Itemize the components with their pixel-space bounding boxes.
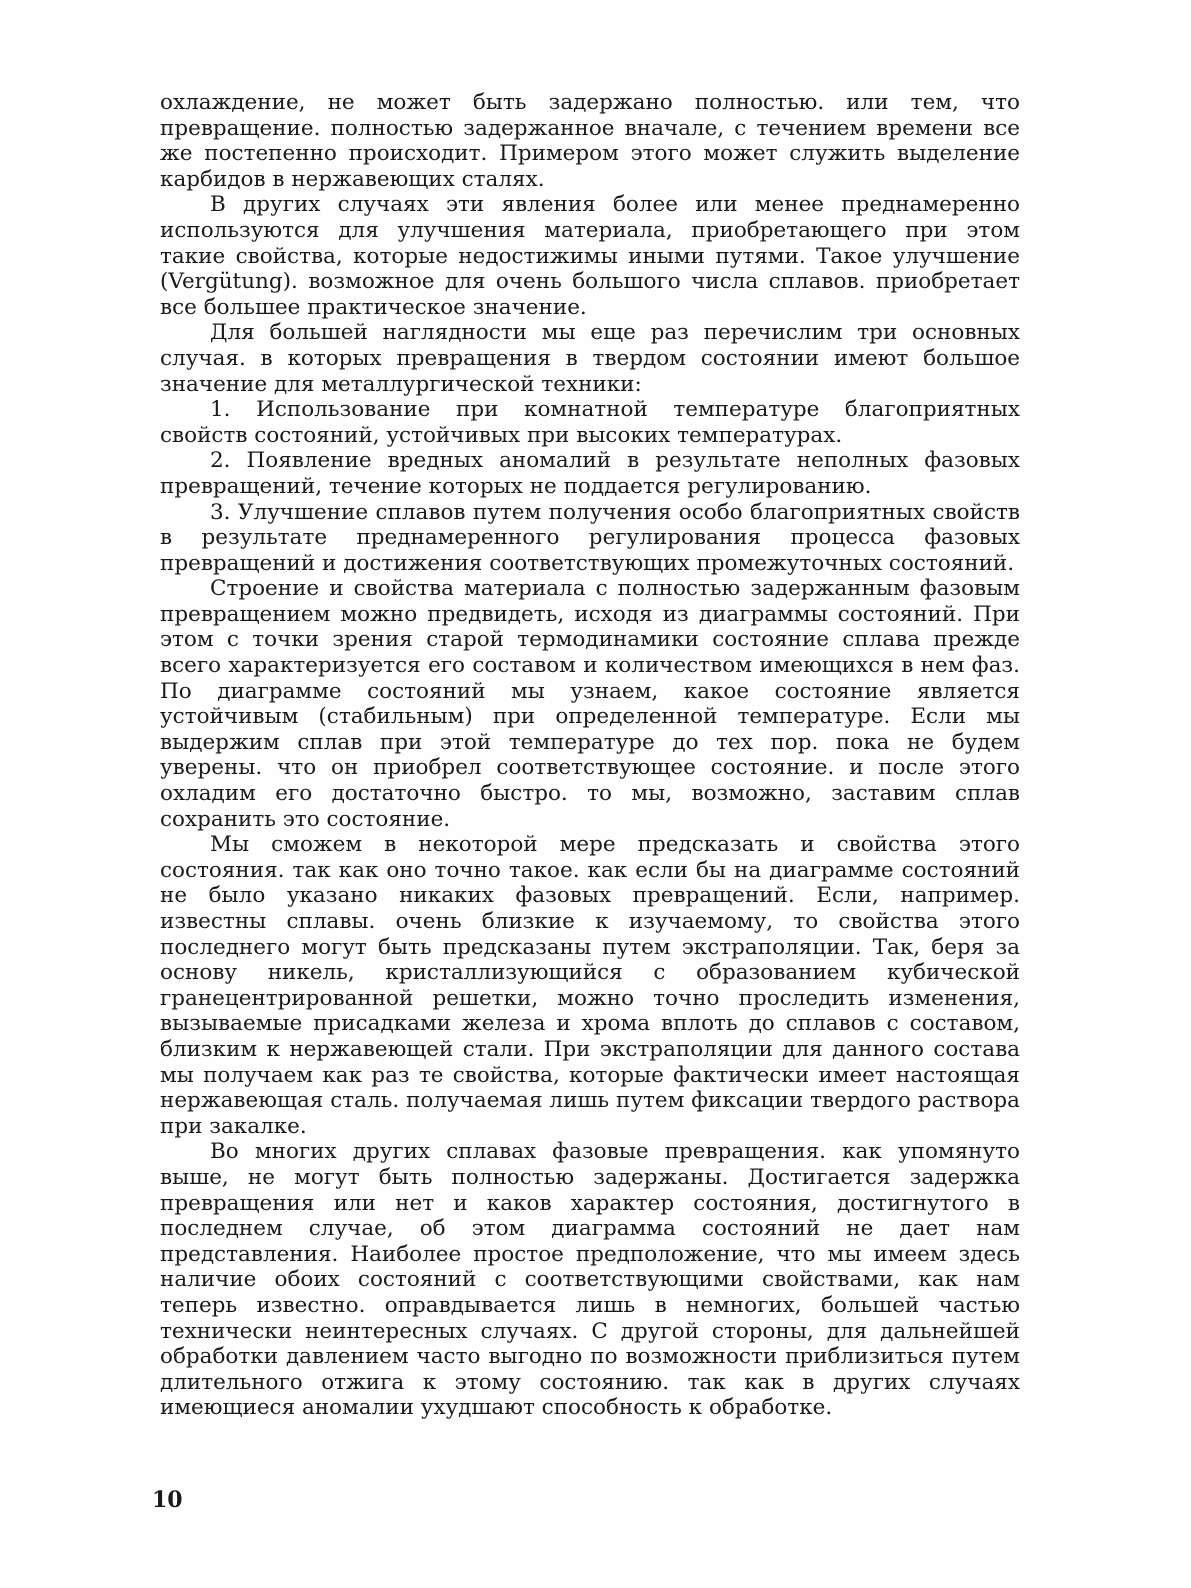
paragraph-4: Строение и свойства материала с полностью задержанным фазовым превращением можно предвидеть, исходя из диаграммы состояний. При этом с точки зрения старой термодинамики состояние сплава прежде всего характеризуется его составом и количеством имеющихся в нем фаз. По диаграмме состояний мы узнаем, какое состояние является устойчивым (стабильным) при определенной температуре. Если мы выдержим сплав при этой температуре до тех пор. пока не будем уверены. что он приобрел соответствующее состояние. и после этого охладим его достаточно быстро. то мы, возможно, заставим сплав сохранить это состояние. — [160, 576, 1020, 832]
paragraph-3: Для большей наглядности мы еще раз перечислим три основных случая. в которых превращения в твердом состоянии имеют большое значение для металлургической техники: — [160, 320, 1020, 397]
list-item-3: 3. Улучшение сплавов путем получения особо благоприятных свойств в результате преднамеренного регулирования процесса фазовых превращений и достижения соответствующих промежуточных состояний. — [160, 499, 1020, 576]
list-item-1: 1. Использование при комнатной температуре благоприятных свойств состояний, устойчивых при высоких температурах. — [160, 397, 1020, 448]
paragraph-5: Мы сможем в некоторой мере предсказать и свойства этого состояния. так как оно точно такое. как если бы на диаграмме состояний не было указано никаких фазовых превращений. Если, например. известны сплавы. очень близкие к изучаемому, то свойства этого последнего могут быть предсказаны путем экстраполяции. Так, беря за основу никель, кристаллизующийся с образованием кубической гранецентрированной решетки, можно точно проследить изменения, вызываемые присадками железа и хрома вплоть до сплавов с составом, близким к нержавеющей стали. При экстраполяции для данного состава мы получаем как раз те свойства, которые фактически имеет настоящая нержавеющая сталь. получаемая лишь путем фиксации твердого раствора при закалке. — [160, 832, 1020, 1139]
paragraph-1: охлаждение, не может быть задержано полностью. или тем, что превращение. полностью задержанное вначале, с течением времени все же постепенно происходит. Примером этого может служить выделение карбидов в нержавеющих сталях. — [160, 90, 1020, 192]
paragraph-6: Во многих других сплавах фазовые превращения. как упомянуто выше, не могут быть полностью задержаны. Достигается задержка превращения или нет и каков характер состояния, достигнутого в последнем случае, об этом диаграмма состояний не дает нам представления. Наиболее простое предположение, что мы имеем здесь наличие обоих состояний с соответствующими свойствами, как нам теперь известно. оправдывается лишь в немногих, большей частью технически неинтересных случаях. С другой стороны, для дальнейшей обработки давлением часто выгодно по возможности приблизиться путем длительного отжига к этому состоянию. так как в других случаях имеющиеся аномалии ухудшают способность к обработке. — [160, 1139, 1020, 1421]
list-item-2: 2. Появление вредных аномалий в результате неполных фазовых превращений, течение которых не поддается регулированию. — [160, 448, 1020, 499]
page-number: 10 — [152, 1487, 183, 1513]
body-text — [160, 90, 1020, 1421]
paragraph-2: В других случаях эти явления более или менее преднамеренно используются для улучшения материала, приобретающего при этом такие свойства, которые недостижимы иными путями. Такое улучшение (Vergütung). возможное для очень большого числа сплавов. приобретает все большее практическое значение. — [160, 192, 1020, 320]
